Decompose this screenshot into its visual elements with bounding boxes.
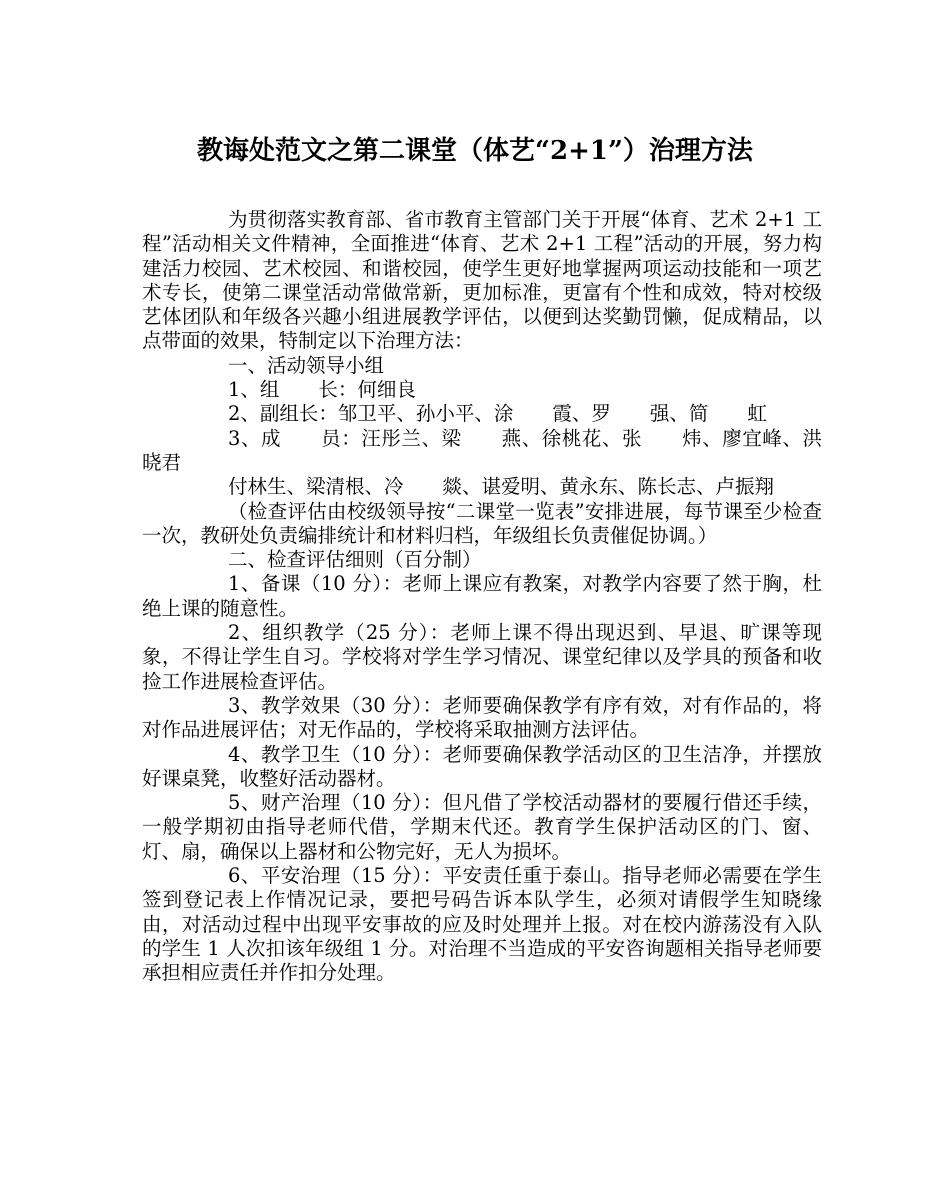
rule-lesson-preparation: 1、备课（10 分）：老师上课应有教案，对教学内容要了然于胸，杜绝上课的随意性。 — [142, 572, 822, 620]
rule-property-management: 5、财产治理（10 分）：但凡借了学校活动器材的要履行借还手续，一般学期初由指导老师代借，学期末代还。教育学生保护活动区的门、窗、灯、扇，确保以上器材和公物完好，无人为损坏。 — [142, 791, 822, 863]
paragraph-intro: 为贯彻落实教育部、省市教育主管部门关于开展“体育、艺术 2+1 工程”活动相关文件精神，全面推进“体育、艺术 2+1 工程”活动的开展，努力构建活力校园、艺术校园、和谐校园，使学生更好地掌握两项运动技能和一项艺术专长，使第二课堂活动常做常新，更加标准，更富有个性和成效，特对校级艺体团队和年级各兴趣小组进展教学评估，以便到达奖勤罚懒，促成精品，以点带面的效果，特制定以下治理方法： — [142, 208, 822, 353]
rule-teaching-hygiene: 4、教学卫生（10 分）：老师要确保教学活动区的卫生洁净，并摆放好课桌凳，收整好活动器材。 — [142, 742, 822, 790]
section-heading-leadership-group: 一、活动领导小组 — [228, 353, 385, 377]
paragraph-deputy-leaders: 2、副组长：邹卫平、孙小平、涂 霞、罗 强、简 虹 — [228, 402, 767, 426]
paragraph-group-leader: 1、组 长：何细良 — [228, 378, 416, 402]
rule-teaching-effect: 3、教学效果（30 分）：老师要确保教学有序有效，对有作品的，将对作品进展评估；对无作品的，学校将采取抽测方法评估。 — [142, 693, 822, 742]
section-heading-evaluation-rules: 二、检查评估细则（百分制） — [228, 548, 482, 572]
document-body — [142, 208, 822, 986]
paragraph-members-continued: 付林生、梁清根、冷 燚、谌爱明、黄永东、陈长志、卢振翔 — [228, 475, 775, 499]
rule-class-organization: 2、组织教学（25 分）：老师上课不得出现迟到、早退、旷课等现象，不得让学生自习。学校将对学生学习情况、课堂纪律以及学具的预备和收捡工作进展检查评估。 — [142, 621, 822, 693]
paragraph-inspection-note: （检查评估由校级领导按“二课堂一览表”安排进展，每节课至少检查一次，教研处负责编排统计和材料归档，年级组长负责催促协调。） — [142, 499, 822, 547]
document-title: 教诲处范文之第二课堂（体艺“2+1”）治理方法 — [197, 136, 753, 166]
rule-safety-management: 6、平安治理（15 分）：平安责任重于泰山。指导老师必需要在学生签到登记表上作情况记录，要把号码告诉本队学生，必须对请假学生知晓缘由，对活动过程中出现平安事故的应及时处理并上报。对在校内游荡没有入队的学生 1 人次扣该年级组 1 分。对治理不当造成的平安咨询题相关指导老师要承担相应责任并作扣分处理。 — [142, 864, 822, 985]
paragraph-members: 3、成 员：汪彤兰、梁 燕、徐桃花、张 炜、廖宜峰、洪晓君 — [142, 426, 822, 474]
